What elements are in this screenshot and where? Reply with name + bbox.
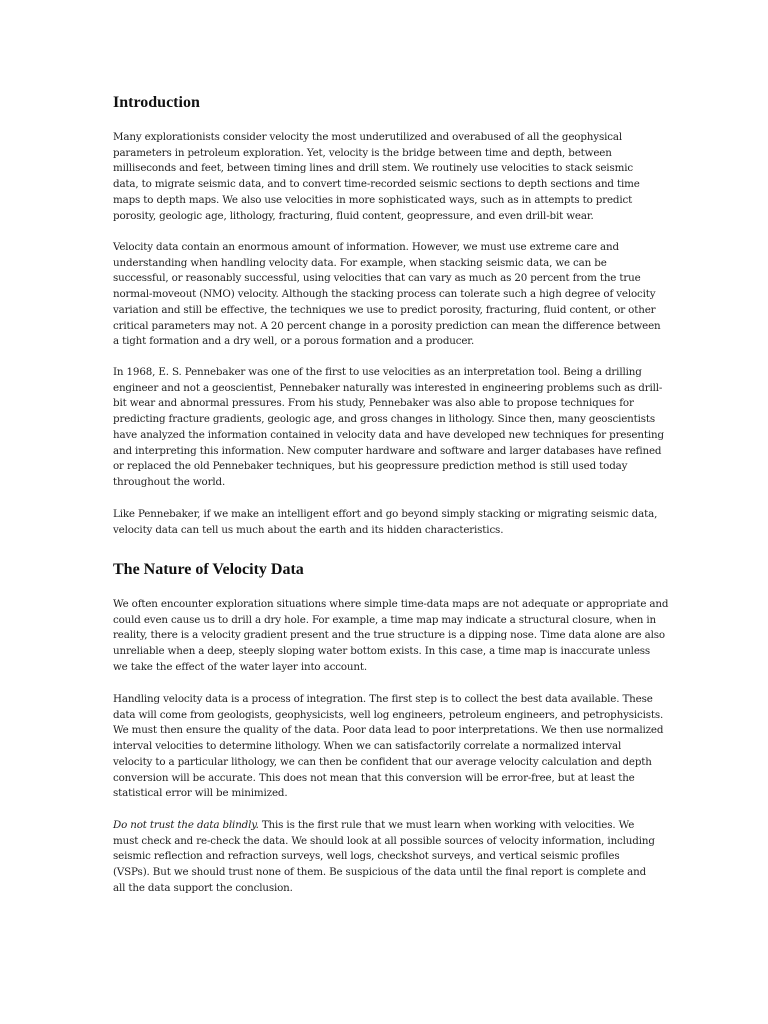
paragraph-intro-2 <box>113 240 661 350</box>
text-line: Handling velocity data is a process of integration. The first step is to collect the best data available. These <box>113 693 653 705</box>
text-line: data will come from geologists, geophysicists, well log engineers, petroleum engineers, and petrophysicists. <box>113 708 664 721</box>
text-line: seismic reflection and refraction surveys, well logs, checkshot surveys, and vertical seismic profiles <box>113 850 620 863</box>
text-line: and interpreting this information. New computer hardware and software and larger databases have refined <box>113 444 662 457</box>
paragraph-nature-3 <box>113 818 656 897</box>
text-line: velocity data can tell us much about the earth and its hidden characteristics. <box>113 523 504 536</box>
text-line: variation and still be effective, the techniques we use to predict porosity, fracturing, fluid content, or other <box>113 303 656 316</box>
text-line: successful, or reasonably successful, using velocities that can vary as much as 20 percent from the true <box>113 272 641 285</box>
text-line: Like Pennebaker, if we make an intelligent effort and go beyond simply stacking or migrating seismic data, <box>113 508 658 520</box>
text-line: a tight formation and a dry well, or a porous formation and a producer. <box>113 335 475 348</box>
text-line: critical parameters may not. A 20 percent change in a porosity prediction can mean the difference between <box>113 319 661 332</box>
paragraph-nature-1 <box>113 597 669 676</box>
heading-nature-of-velocity-data: The Nature of Velocity Data <box>113 561 304 578</box>
text-line: Velocity data contain an enormous amount of information. However, we must use extreme care and <box>113 241 619 253</box>
text-line: We must then ensure the quality of the data. Poor data lead to poor interpretations. We then use normalized <box>113 724 664 737</box>
text-line: (VSPs). But we should trust none of them. Be suspicious of the data until the final report is complete and <box>113 866 647 879</box>
text-line: interval velocities to determine lithology. When we can satisfactorily correlate a normalized interval <box>113 740 622 753</box>
text-line: normal-moveout (NMO) velocity. Although the stacking process can tolerate such a high degree of velocity <box>113 288 656 301</box>
text-line: predicting fracture gradients, geologic age, and gross changes in lithology. Since then, many geoscientists <box>113 413 656 426</box>
text-line: velocity to a particular lithology, we can then be confident that our average velocity calculation and depth <box>113 755 652 768</box>
paragraph-intro-4 <box>113 507 656 538</box>
text-line: all the data support the conclusion. <box>113 881 293 894</box>
text-line: Many explorationists consider velocity the most underutilized and overabused of all the geophysical <box>113 131 622 143</box>
emphasis-rule: Do not trust the data blindly. <box>113 819 259 831</box>
text-line: could even cause us to drill a dry hole. For example, a time map may indicate a structural closure, when in <box>113 613 656 626</box>
text-line: understanding when handling velocity data. For example, when stacking seismic data, we can be <box>113 256 607 269</box>
text-line: throughout the world. <box>113 475 226 488</box>
text-line: unreliable when a deep, steeply sloping water bottom exists. In this case, a time map is inaccurate unless <box>113 645 651 658</box>
paragraph-intro-1 <box>113 130 656 224</box>
text-line: We often encounter exploration situations where simple time-data maps are not adequate or appropriate and <box>113 598 669 610</box>
text-line: milliseconds and feet, between timing lines and drill stem. We routinely use velocities to stack seismic <box>113 162 633 175</box>
paragraph-nature-2 <box>113 692 664 802</box>
text-line: data, to migrate seismic data, and to convert time-recorded seismic sections to depth sections and time <box>113 178 640 191</box>
text-line: reality, there is a velocity gradient present and the true structure is a dipping nose. Time data alone are also <box>113 629 665 642</box>
paragraph-intro-3 <box>113 365 664 491</box>
heading-introduction: Introduction <box>113 94 200 111</box>
text-line: must check and re-check the data. We should look at all possible sources of velocity information, including <box>113 834 655 847</box>
text-line: have analyzed the information contained in velocity data and have developed new techniques for presenting <box>113 428 664 441</box>
text-line: maps to depth maps. We also use velocities in more sophisticated ways, such as in attempts to predict <box>113 193 633 206</box>
text-line: In 1968, E. S. Pennebaker was one of the first to use velocities as an interpretation tool. Being a drilling <box>113 366 642 378</box>
text-line: porosity, geologic age, lithology, fracturing, fluid content, geopressure, and even drill-bit wear. <box>113 209 594 222</box>
text-line: bit wear and abnormal pressures. From his study, Pennebaker was also able to propose techniques for <box>113 397 634 410</box>
text-line: engineer and not a geoscientist, Pennebaker naturally was interested in engineering problems such as drill- <box>113 381 663 394</box>
text-line: conversion will be accurate. This does not mean that this conversion will be error-free, but at least the <box>113 771 635 784</box>
text-line: parameters in petroleum exploration. Yet, velocity is the bridge between time and depth, between <box>113 146 612 159</box>
text-line: statistical error will be minimized. <box>113 787 288 800</box>
rule-continuation: This is the first rule that we must learn when working with velocities. We <box>258 819 635 831</box>
text-line: or replaced the old Pennebaker techniques, but his geopressure prediction method is still used today <box>113 460 628 473</box>
text-line <box>113 818 656 834</box>
text-line: we take the effect of the water layer into account. <box>113 660 367 673</box>
